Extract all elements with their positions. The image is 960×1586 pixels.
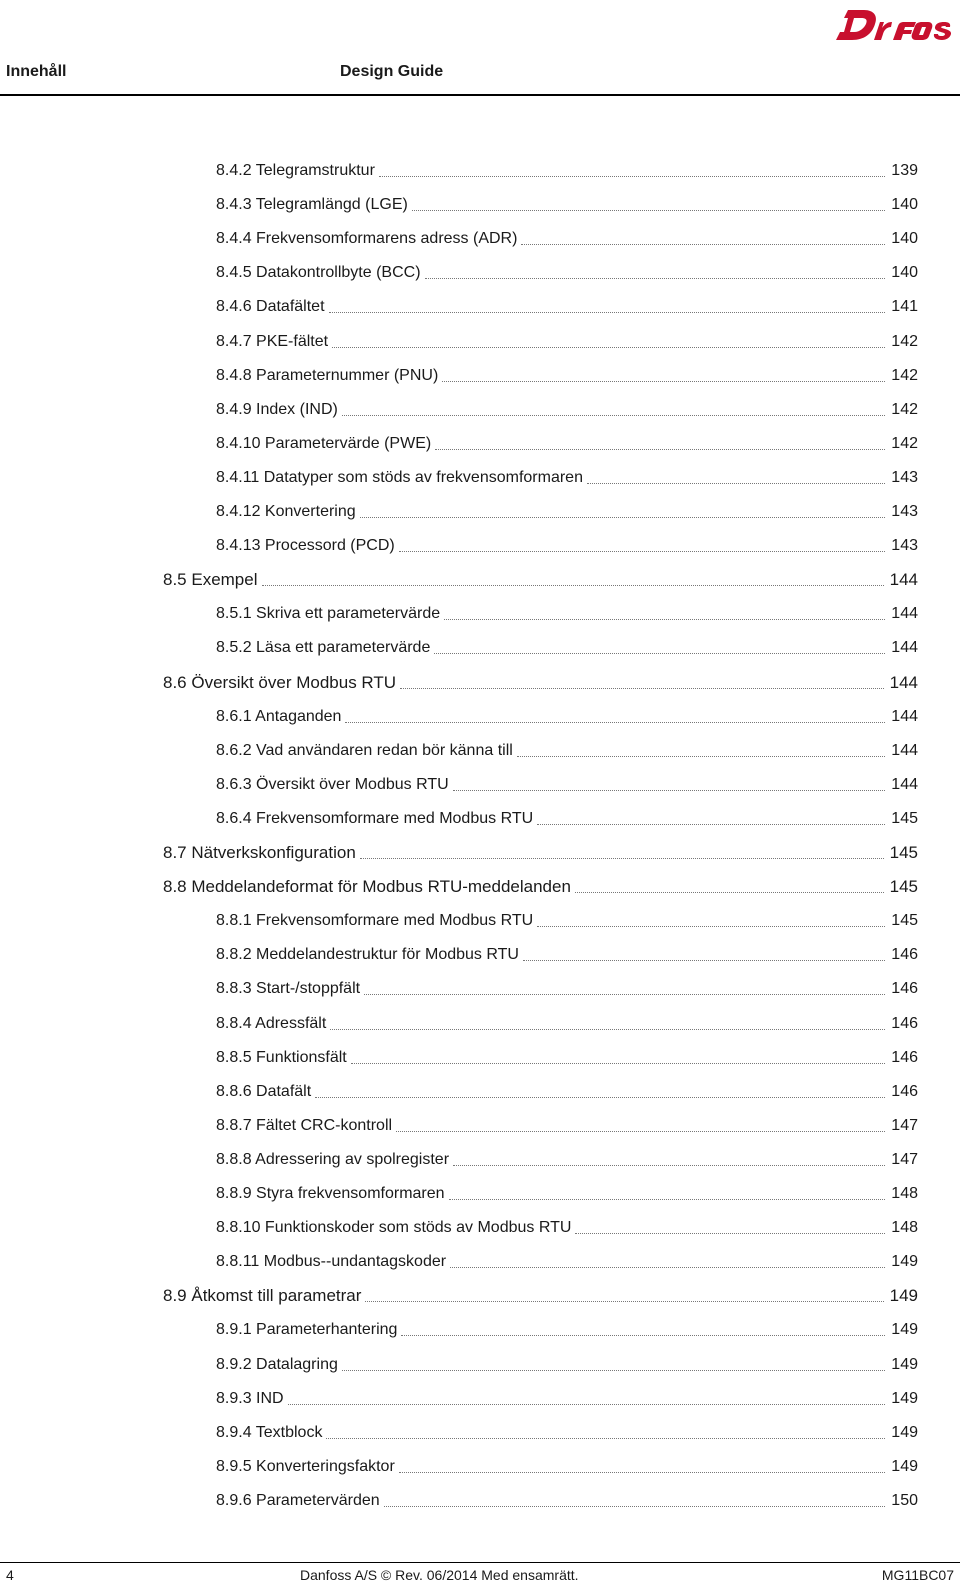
toc-entry[interactable] bbox=[216, 1068, 918, 1102]
toc-entry[interactable] bbox=[216, 1000, 918, 1034]
toc-entry[interactable] bbox=[216, 1238, 918, 1272]
toc-entry-title: 8.8.6 Datafält bbox=[216, 1082, 312, 1100]
toc-entry-title: 8.4.12 Konvertering bbox=[216, 503, 356, 520]
toc-entry[interactable] bbox=[216, 624, 918, 658]
toc-entry[interactable] bbox=[216, 522, 918, 556]
toc-entry-page: 143 bbox=[891, 503, 918, 520]
toc-entry-page: 142 bbox=[891, 434, 918, 452]
toc-entry-title: 8.5 Exempel bbox=[163, 570, 258, 590]
toc-dot-leader bbox=[453, 1164, 885, 1166]
toc-dot-leader bbox=[326, 1437, 885, 1439]
toc-entry-title: 8.8.9 Styra frekvensomformaren bbox=[216, 1185, 445, 1202]
toc-entry-title: 8.4.7 PKE-fältet bbox=[216, 332, 329, 350]
toc-entry[interactable] bbox=[216, 897, 918, 931]
toc-entry-page: 149 bbox=[891, 1423, 918, 1441]
toc-entry-title: 8.6 Översikt över Modbus RTU bbox=[163, 672, 397, 692]
toc-entry-title: 8.8.4 Adressfält bbox=[216, 1014, 327, 1032]
toc-dot-leader bbox=[365, 1300, 883, 1302]
toc-entry-title: 8.9 Åtkomst till parametrar bbox=[163, 1286, 362, 1306]
toc-entry[interactable] bbox=[216, 590, 918, 624]
toc-dot-leader bbox=[537, 823, 885, 825]
toc-entry-title: 8.4.8 Parameternummer (PNU) bbox=[216, 366, 439, 384]
toc-entry-page: 145 bbox=[889, 877, 918, 897]
toc-entry-title: 8.4.9 Index (IND) bbox=[216, 400, 338, 418]
toc-entry-page: 145 bbox=[889, 843, 918, 862]
toc-entry-page: 141 bbox=[891, 298, 918, 316]
toc-dot-leader bbox=[450, 1266, 885, 1268]
toc-entry[interactable] bbox=[216, 147, 918, 181]
toc-entry[interactable] bbox=[216, 318, 918, 352]
toc-entry-page: 148 bbox=[891, 1185, 918, 1202]
toc-entry[interactable] bbox=[216, 727, 918, 761]
toc-entry-page: 143 bbox=[891, 468, 918, 486]
toc-dot-leader bbox=[396, 1130, 885, 1132]
toc-entry-page: 149 bbox=[891, 1457, 918, 1475]
toc-entry[interactable] bbox=[216, 1034, 918, 1068]
toc-dot-leader bbox=[453, 789, 886, 791]
toc-entry-page: 148 bbox=[891, 1219, 918, 1237]
footer-page-number: 4 bbox=[6, 1567, 14, 1583]
toc-entry[interactable] bbox=[216, 1170, 918, 1204]
toc-entry[interactable] bbox=[216, 1306, 918, 1340]
toc-dot-leader bbox=[449, 1198, 886, 1200]
toc-dot-leader bbox=[351, 1062, 886, 1064]
toc-entry[interactable] bbox=[163, 659, 918, 693]
toc-entry[interactable] bbox=[216, 931, 918, 965]
toc-dot-leader bbox=[379, 175, 885, 177]
page-header bbox=[0, 0, 960, 96]
toc-entry-page: 146 bbox=[891, 1082, 918, 1100]
toc-entry-title: 8.8.2 Meddelandestruktur för Modbus RTU bbox=[216, 946, 519, 964]
toc-dot-leader bbox=[425, 277, 886, 279]
toc-dot-leader bbox=[342, 414, 885, 416]
toc-entry-title: 8.9.1 Parameterhantering bbox=[216, 1321, 398, 1339]
toc-entry-page: 147 bbox=[891, 1116, 918, 1134]
toc-entry[interactable] bbox=[163, 556, 918, 590]
toc-entry-page: 139 bbox=[891, 162, 918, 179]
toc-dot-leader bbox=[399, 550, 886, 552]
toc-entry[interactable] bbox=[216, 1341, 918, 1375]
toc-entry[interactable] bbox=[216, 761, 918, 795]
toc-entry-title: 8.6.2 Vad användaren redan bör känna till bbox=[216, 741, 513, 759]
toc-dot-leader bbox=[435, 448, 885, 450]
toc-dot-leader bbox=[342, 1369, 885, 1371]
toc-entry-title: 8.4.2 Telegramstruktur bbox=[216, 162, 375, 179]
toc-entry-title: 8.4.13 Processord (PCD) bbox=[216, 537, 395, 555]
danfoss-logo-text: Danfoss bbox=[828, 0, 832, 1]
toc-entry-title: 8.8.1 Frekvensomformare med Modbus RTU bbox=[216, 912, 534, 930]
toc-entry-page: 150 bbox=[891, 1491, 918, 1509]
toc-entry[interactable] bbox=[216, 249, 918, 283]
toc-entry-title: 8.5.1 Skriva ett parametervärde bbox=[216, 605, 441, 623]
toc-entry-page: 144 bbox=[889, 570, 918, 590]
toc-dot-leader bbox=[523, 959, 885, 961]
toc-entry-page: 144 bbox=[889, 672, 918, 692]
toc-entry[interactable] bbox=[216, 215, 918, 249]
toc-entry[interactable] bbox=[216, 488, 918, 522]
toc-entry-page: 140 bbox=[891, 196, 918, 214]
toc-entry[interactable] bbox=[216, 1477, 918, 1511]
toc-entry[interactable] bbox=[216, 1443, 918, 1477]
toc-entry-title: 8.4.11 Datatyper som stöds av frekvensomformaren bbox=[216, 468, 583, 486]
toc-entry[interactable] bbox=[163, 829, 918, 863]
toc-dot-leader bbox=[330, 1028, 885, 1030]
toc-entry[interactable] bbox=[216, 420, 918, 454]
toc-dot-leader bbox=[537, 925, 885, 927]
toc-entry-page: 146 bbox=[891, 1048, 918, 1066]
toc-dot-leader bbox=[575, 1232, 885, 1234]
toc-entry-page: 144 bbox=[891, 741, 918, 759]
toc-entry-page: 144 bbox=[891, 639, 918, 657]
toc-dot-leader bbox=[400, 687, 884, 689]
toc-entry-title: 8.9.3 IND bbox=[216, 1389, 284, 1407]
footer-doc-code: MG11BC07 bbox=[881, 1567, 954, 1583]
toc-dot-leader bbox=[384, 1505, 886, 1507]
toc-entry-title: 8.6.4 Frekvensomformare med Modbus RTU bbox=[216, 809, 534, 827]
toc-entry-page: 146 bbox=[891, 980, 918, 998]
toc-entry[interactable] bbox=[216, 1102, 918, 1136]
toc-dot-leader bbox=[360, 857, 884, 859]
toc-entry-page: 140 bbox=[891, 264, 918, 282]
toc-entry[interactable] bbox=[216, 1375, 918, 1409]
toc-dot-leader bbox=[360, 516, 886, 518]
page-footer bbox=[0, 1562, 960, 1586]
toc-entry-page: 143 bbox=[891, 537, 918, 555]
toc-entry[interactable] bbox=[216, 795, 918, 829]
toc-entry[interactable] bbox=[216, 181, 918, 215]
toc-dot-leader bbox=[329, 311, 886, 313]
toc-dot-leader bbox=[587, 482, 885, 484]
toc-entry-title: 8.8.7 Fältet CRC-kontroll bbox=[216, 1116, 393, 1134]
toc-entry-page: 149 bbox=[891, 1355, 918, 1373]
toc-entry[interactable] bbox=[216, 1136, 918, 1170]
toc-entry-page: 149 bbox=[891, 1389, 918, 1407]
toc-entry-title: 8.9.4 Textblock bbox=[216, 1423, 323, 1441]
toc-entry-title: 8.4.5 Datakontrollbyte (BCC) bbox=[216, 264, 421, 282]
toc-entry[interactable] bbox=[216, 454, 918, 488]
toc-entry-page: 149 bbox=[891, 1253, 918, 1271]
toc-entry-title: 8.8.5 Funktionsfält bbox=[216, 1048, 347, 1066]
toc-dot-leader bbox=[399, 1471, 886, 1473]
toc-entry-title: 8.6.3 Översikt över Modbus RTU bbox=[216, 775, 449, 793]
toc-entry-title: 8.8.10 Funktionskoder som stöds av Modbus RTU bbox=[216, 1219, 572, 1237]
toc-entry[interactable] bbox=[216, 1409, 918, 1443]
toc-entry-page: 144 bbox=[891, 605, 918, 623]
toc-entry-title: 8.4.3 Telegramlängd (LGE) bbox=[216, 196, 408, 214]
toc-dot-leader bbox=[332, 346, 885, 348]
toc-dot-leader bbox=[442, 380, 885, 382]
toc-entry-title: 8.4.4 Frekvensomformarens adress (ADR) bbox=[216, 230, 518, 248]
toc-entry-title: 8.7 Nätverkskonfiguration bbox=[163, 843, 356, 862]
toc-entry[interactable] bbox=[216, 965, 918, 999]
toc-dot-leader bbox=[345, 721, 885, 723]
toc-entry-title: 8.8.3 Start-/stoppfält bbox=[216, 980, 361, 998]
toc-entry-page: 149 bbox=[889, 1286, 918, 1306]
toc-entry-title: 8.6.1 Antaganden bbox=[216, 707, 342, 725]
toc-entry-page: 140 bbox=[891, 230, 918, 248]
toc-dot-leader bbox=[517, 755, 885, 757]
toc-entry-page: 144 bbox=[891, 707, 918, 725]
toc-entry-page: 146 bbox=[891, 946, 918, 964]
toc-entry-title: 8.8 Meddelandeformat för Modbus RTU-meddelanden bbox=[163, 877, 571, 897]
toc-entry-page: 144 bbox=[891, 775, 918, 793]
toc-dot-leader bbox=[575, 891, 884, 893]
toc-dot-leader bbox=[521, 243, 885, 245]
toc-entry-page: 145 bbox=[891, 809, 918, 827]
toc-entry-page: 142 bbox=[891, 366, 918, 384]
toc-entry[interactable] bbox=[216, 1204, 918, 1238]
toc-dot-leader bbox=[315, 1096, 885, 1098]
toc-dot-leader bbox=[444, 618, 885, 620]
toc-entry[interactable] bbox=[163, 1272, 918, 1306]
toc-entry-title: 8.9.5 Konverteringsfaktor bbox=[216, 1457, 395, 1475]
toc-entry[interactable] bbox=[216, 386, 918, 420]
toc-dot-leader bbox=[434, 652, 885, 654]
toc-entry-page: 146 bbox=[891, 1014, 918, 1032]
header-section-title: Innehåll bbox=[6, 63, 67, 80]
toc-dot-leader bbox=[288, 1403, 886, 1405]
toc-entry-page: 147 bbox=[891, 1150, 918, 1168]
toc-entry[interactable] bbox=[216, 693, 918, 727]
toc-entry-title: 8.4.6 Datafältet bbox=[216, 298, 325, 316]
toc-entry[interactable] bbox=[216, 352, 918, 386]
toc-entry-page: 142 bbox=[891, 332, 918, 350]
toc-dot-leader bbox=[364, 993, 885, 995]
toc-entry-title: 8.5.2 Läsa ett parametervärde bbox=[216, 639, 431, 657]
footer-copyright: Danfoss A/S © Rev. 06/2014 Med ensamrätt. bbox=[300, 1567, 579, 1583]
toc-dot-leader bbox=[401, 1334, 885, 1336]
toc-entry[interactable] bbox=[216, 283, 918, 317]
toc-dot-leader bbox=[262, 584, 884, 586]
toc-entry-title: 8.9.6 Parametervärden bbox=[216, 1491, 380, 1509]
toc-entry-page: 142 bbox=[891, 400, 918, 418]
header-guide-title: Design Guide bbox=[340, 63, 444, 80]
toc-entry-page: 149 bbox=[891, 1321, 918, 1339]
toc-entry-title: 8.4.10 Parametervärde (PWE) bbox=[216, 434, 432, 452]
toc-entry-title: 8.8.8 Adressering av spolregister bbox=[216, 1150, 450, 1168]
toc-dot-leader bbox=[412, 209, 885, 211]
toc-entry-title: 8.9.2 Datalagring bbox=[216, 1355, 338, 1373]
toc-entry[interactable] bbox=[163, 863, 918, 897]
toc-entry-title: 8.8.11 Modbus--undantagskoder bbox=[216, 1253, 447, 1271]
toc-entry-page: 145 bbox=[891, 912, 918, 930]
